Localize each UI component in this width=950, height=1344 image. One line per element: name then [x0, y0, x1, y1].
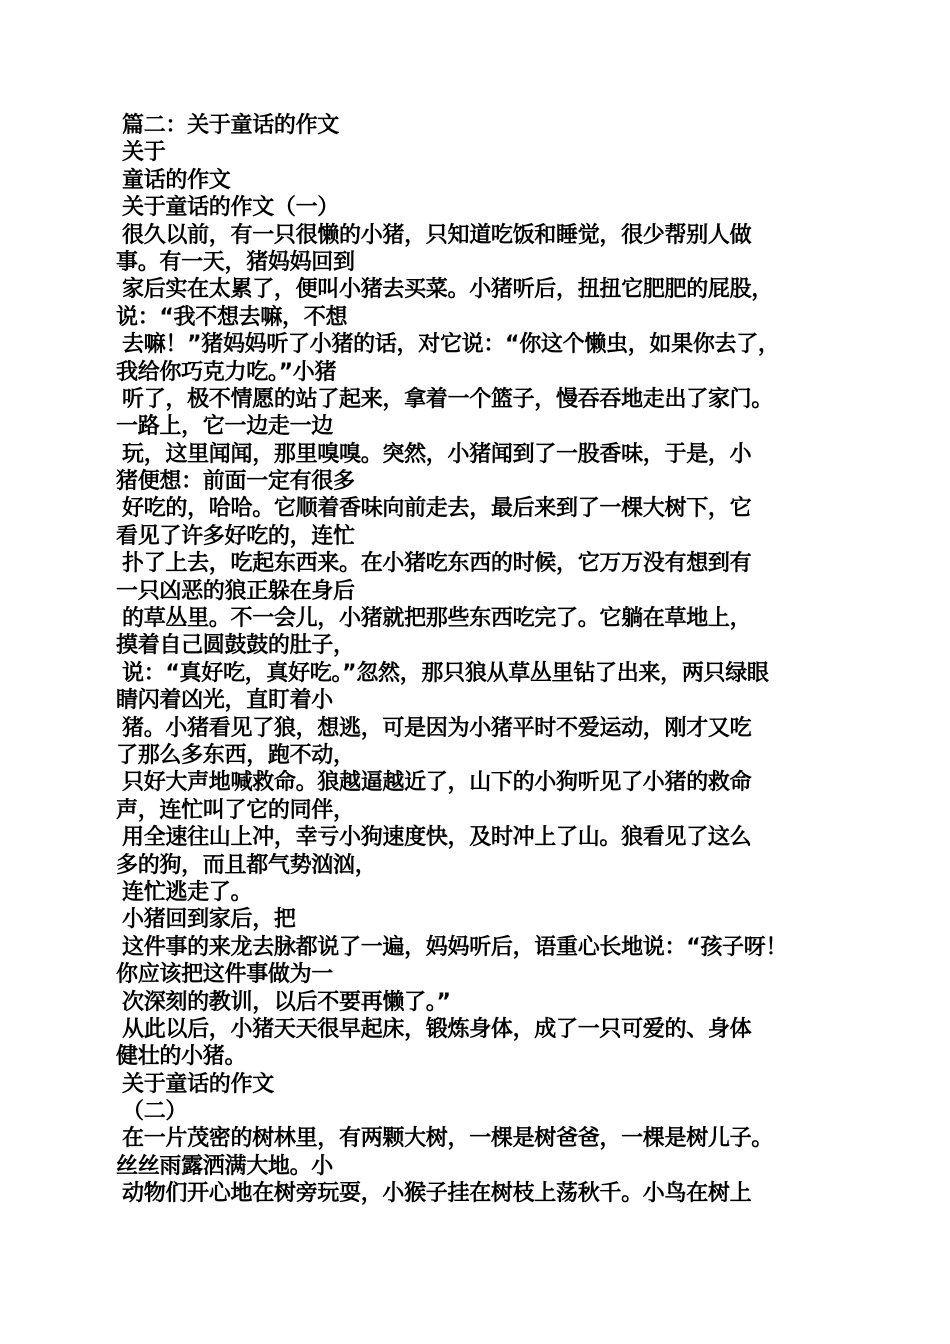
text-line: 说：“真好吃，真好吃。”忽然，那只狼从草丛里钻了出来，两只绿眼 [122, 660, 769, 686]
text-line: 摸着自己圆鼓鼓的肚子， [116, 633, 355, 659]
text-line: 健壮的小猪。 [116, 1044, 247, 1070]
text-line: 这件事的来龙去脉都说了一遍，妈妈听后，语重心长地说：“孩子呀！ [122, 934, 788, 960]
text-line: 用全速往山上冲，幸亏小狗速度快，及时冲上了山。狼看见了这么 [122, 825, 752, 851]
text-line: 连忙逃走了。 [122, 879, 253, 905]
text-line: 睛闪着凶光，直盯着小 [116, 688, 334, 714]
document-page [116, 112, 846, 1208]
text-line: 的草丛里。不一会儿，小猪就把那些东西吃完了。它躺在草地上， [122, 606, 752, 632]
text-line: 在一片茂密的树林里，有两颗大树，一棵是树爸爸，一棵是树儿子。 [122, 1126, 774, 1152]
text-line: 关于童话的作文（一） [122, 195, 340, 221]
text-line: 一只凶恶的狼正躲在身后 [116, 578, 355, 604]
text-line: 声，连忙叫了它的同伴， [116, 797, 355, 823]
text-line: 从此以后，小猪天天很早起床，锻炼身体，成了一只可爱的、身体 [122, 1016, 752, 1042]
text-line: 关于童话的作文 [122, 1071, 274, 1097]
text-line: 丝丝雨露洒满大地。小 [116, 1153, 334, 1179]
text-line: 我给你巧克力吃。”小猪 [116, 359, 337, 385]
text-line: 多的狗，而且都气势汹汹， [116, 852, 377, 878]
text-line: 童话的作文 [122, 167, 231, 193]
text-line: 很久以前，有一只很懒的小猪，只知道吃饭和睡觉，很少帮别人做 [122, 222, 752, 248]
text-line: 你应该把这件事做为一 [116, 962, 334, 988]
text-line: 动物们开心地在树旁玩耍，小猴子挂在树枝上荡秋千。小鸟在树上 [122, 1181, 752, 1207]
text-line: 家后实在太累了，便叫小猪去买菜。小猪听后，扭扭它肥肥的屁股， [122, 277, 774, 303]
text-line: 看见了许多好吃的，连忙 [116, 523, 355, 549]
text-line: 扑了上去，吃起东西来。在小猪吃东西的时候，它万万没有想到有 [122, 551, 752, 577]
text-line: 篇二：关于童话的作文 [122, 113, 340, 138]
text-line: 小猪回到家后，把 [122, 907, 296, 933]
text-line: 猪便想：前面一定有很多 [116, 469, 355, 495]
text-line: 玩，这里闻闻，那里嗅嗅。突然，小猪闻到了一股香味，于是，小 [122, 441, 752, 467]
text-line: 次深刻的教训，以后不要再懒了。” [122, 989, 451, 1015]
text-line: 听了，极不情愿的站了起来，拿着一个篮子，慢吞吞地走出了家门。 [122, 386, 774, 412]
text-line: 了那么多东西，跑不动， [116, 742, 355, 768]
text-line: 猪。小猪看见了狼，想逃，可是因为小猪平时不爱运动，刚才又吃 [122, 715, 752, 741]
text-line: 说：“我不想去嘛，不想 [116, 304, 348, 330]
text-line: 关于 [122, 140, 166, 166]
text-line: （二） [122, 1099, 188, 1125]
text-line: 一路上，它一边走一边 [116, 414, 334, 440]
text-line: 去嘛！”猪妈妈听了小猪的话，对它说：“你这个懒虫，如果你去了， [122, 332, 780, 358]
text-line: 事。有一天，猪妈妈回到 [116, 249, 355, 275]
text-line: 只好大声地喊救命。狼越逼越近了，山下的小狗听见了小猪的救命 [122, 770, 752, 796]
text-line: 好吃的，哈哈。它顺着香味向前走去，最后来到了一棵大树下，它 [122, 496, 752, 522]
